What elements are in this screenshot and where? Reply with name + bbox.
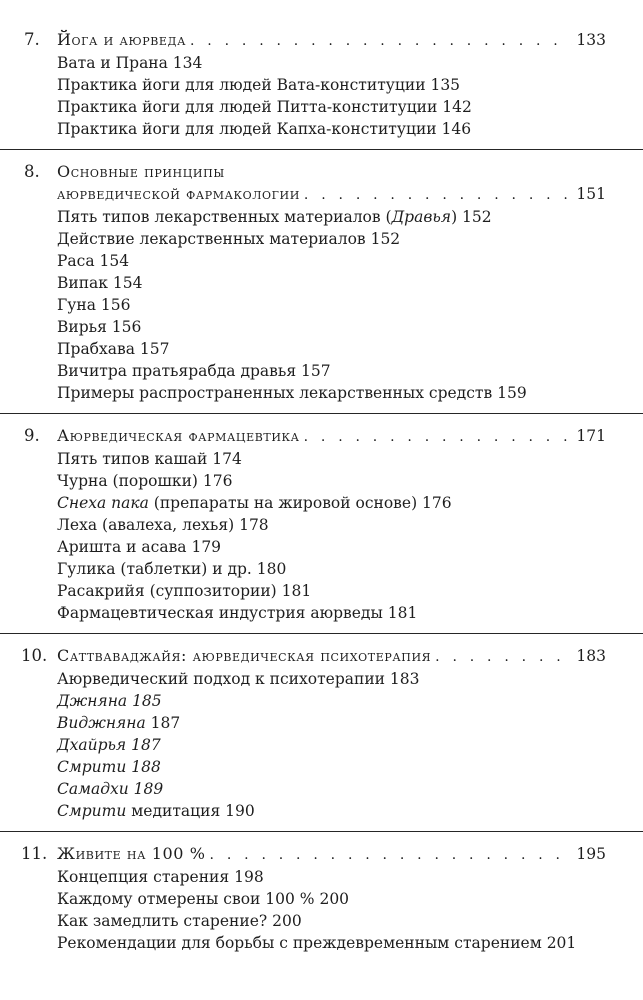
subsection-entry[interactable]	[57, 910, 606, 932]
subsection-text: Раса 154	[57, 252, 130, 270]
chapter-number: 9.	[24, 426, 40, 445]
chapter-page-number: 151	[576, 185, 606, 203]
subsection-text: Пять типов лекарственных материалов (	[57, 208, 392, 226]
subsection-entry[interactable]	[57, 800, 606, 822]
chapter-title: Йога и аюрведа	[57, 30, 186, 49]
dot-leader	[304, 426, 573, 448]
subsection-text: Аришта и асава 179	[57, 538, 222, 556]
subsection-entry[interactable]	[57, 602, 606, 624]
chapter-title: Саттваваджайя: аюрведическая психотерапия	[57, 646, 432, 665]
subsection-entry[interactable]	[57, 668, 606, 690]
chapter-entry	[0, 29, 643, 140]
subsection-text: Снеха пака	[57, 494, 149, 512]
subsection-text: Каждому отмерены свои 100 % 200	[57, 890, 350, 908]
subsection-list	[57, 668, 606, 822]
subsection-text: Самадхи 189	[57, 780, 164, 798]
chapter-page-number: 195	[576, 845, 606, 863]
subsection-text: Рекомендации для борьбы с преждевременным старением 201	[57, 934, 577, 952]
subsection-text: Випак 154	[57, 274, 143, 292]
chapter-title: Аюрведическая фармацевтика	[57, 426, 300, 445]
subsection-text: Практика йоги для людей Вата-конституции 135	[57, 76, 461, 94]
subsection-entry[interactable]	[57, 74, 606, 96]
chapter-number: 11.	[21, 844, 48, 863]
dot-leader	[210, 844, 573, 866]
subsection-entry[interactable]	[57, 382, 606, 404]
subsection-entry[interactable]	[57, 206, 606, 228]
subsection-entry[interactable]	[57, 448, 606, 470]
subsection-list	[57, 206, 606, 404]
dot-leader	[190, 30, 572, 52]
subsection-entry[interactable]	[57, 294, 606, 316]
subsection-entry[interactable]	[57, 360, 606, 382]
chapter-entry	[0, 633, 643, 822]
subsection-entry[interactable]	[57, 778, 606, 800]
subsection-entry[interactable]	[57, 888, 606, 910]
subsection-text: Аюрведический подход к психотерапии 183	[57, 670, 420, 688]
chapter-title: аюрведической фармакологии	[57, 184, 300, 203]
subsection-list	[57, 448, 606, 624]
subsection-text: Гуна 156	[57, 296, 131, 314]
subsection-text: Гулика (таблетки) и др. 180	[57, 560, 287, 578]
subsection-text: Как замедлить старение? 200	[57, 912, 302, 930]
subsection-entry[interactable]	[57, 316, 606, 338]
subsection-entry[interactable]	[57, 932, 606, 954]
subsection-list	[57, 52, 606, 140]
dot-leader	[304, 184, 572, 206]
subsection-entry[interactable]	[57, 558, 606, 580]
chapter-page-number: 133	[576, 31, 606, 49]
chapter-heading[interactable]	[24, 161, 606, 206]
chapter-heading[interactable]	[24, 29, 606, 52]
chapter-number: 10.	[21, 646, 48, 665]
chapter-number: 7.	[24, 30, 40, 49]
subsection-entry[interactable]	[57, 338, 606, 360]
subsection-text: Джняна 185	[57, 692, 162, 710]
subsection-entry[interactable]	[57, 96, 606, 118]
subsection-text: Концепция старения 198	[57, 868, 264, 886]
subsection-entry[interactable]	[57, 580, 606, 602]
subsection-text: Виджняна	[57, 714, 146, 732]
subsection-text: Прабхава 157	[57, 340, 170, 358]
subsection-text: (препараты на жировой основе) 176	[148, 494, 452, 512]
subsection-text: Вирья 156	[57, 318, 142, 336]
subsection-entry[interactable]	[57, 228, 606, 250]
subsection-entry[interactable]	[57, 492, 606, 514]
chapter-entry	[0, 831, 643, 954]
chapter-title: Основные принципы	[57, 162, 225, 181]
subsection-entry[interactable]	[57, 250, 606, 272]
subsection-entry[interactable]	[57, 866, 606, 888]
subsection-text: Практика йоги для людей Капха-конституции 146	[57, 120, 472, 138]
subsection-text: Действие лекарственных материалов 152	[57, 230, 401, 248]
subsection-entry[interactable]	[57, 756, 606, 778]
chapter-page-number: 171	[576, 427, 606, 445]
chapter-entry	[0, 413, 643, 624]
subsection-text: Чурна (порошки) 176	[57, 472, 233, 490]
subsection-text: Смрити 188	[57, 758, 161, 776]
subsection-text: Примеры распространенных лекарственных средств 159	[57, 384, 527, 402]
subsection-entry[interactable]	[57, 514, 606, 536]
subsection-text: Вата и Прана 134	[57, 54, 203, 72]
subsection-text: медитация 190	[126, 802, 255, 820]
subsection-list	[57, 866, 606, 954]
chapter-heading[interactable]	[21, 645, 606, 668]
subsection-entry[interactable]	[57, 52, 606, 74]
subsection-text: Расакрийя (суппозитории) 181	[57, 582, 312, 600]
chapter-heading[interactable]	[21, 843, 606, 866]
chapter-heading[interactable]	[24, 425, 606, 448]
subsection-entry[interactable]	[57, 690, 606, 712]
subsection-text: 187	[145, 714, 181, 732]
subsection-text: ) 152	[451, 208, 492, 226]
subsection-entry[interactable]	[57, 734, 606, 756]
subsection-text: Дравья	[391, 208, 452, 226]
subsection-text: Дхайрья 187	[57, 736, 161, 754]
subsection-entry[interactable]	[57, 272, 606, 294]
subsection-entry[interactable]	[57, 470, 606, 492]
subsection-text: Смрити	[57, 802, 127, 820]
subsection-text: Вичитра пратьярабда дравья 157	[57, 362, 331, 380]
chapter-page-number: 183	[576, 647, 606, 665]
chapter-entry	[0, 149, 643, 404]
table-of-contents	[0, 29, 643, 954]
subsection-text: Пять типов кашай 174	[57, 450, 242, 468]
subsection-entry[interactable]	[57, 118, 606, 140]
subsection-text: Фармацевтическая индустрия аюрведы 181	[57, 604, 418, 622]
subsection-entry[interactable]	[57, 536, 606, 558]
subsection-text: Леха (авалеха, лехья) 178	[57, 516, 269, 534]
chapter-title: Живите на 100 %	[57, 844, 206, 863]
subsection-text: Практика йоги для людей Питта-конституции 142	[57, 98, 472, 116]
subsection-entry[interactable]	[57, 712, 606, 734]
dot-leader	[435, 646, 572, 668]
chapter-number: 8.	[24, 162, 40, 181]
